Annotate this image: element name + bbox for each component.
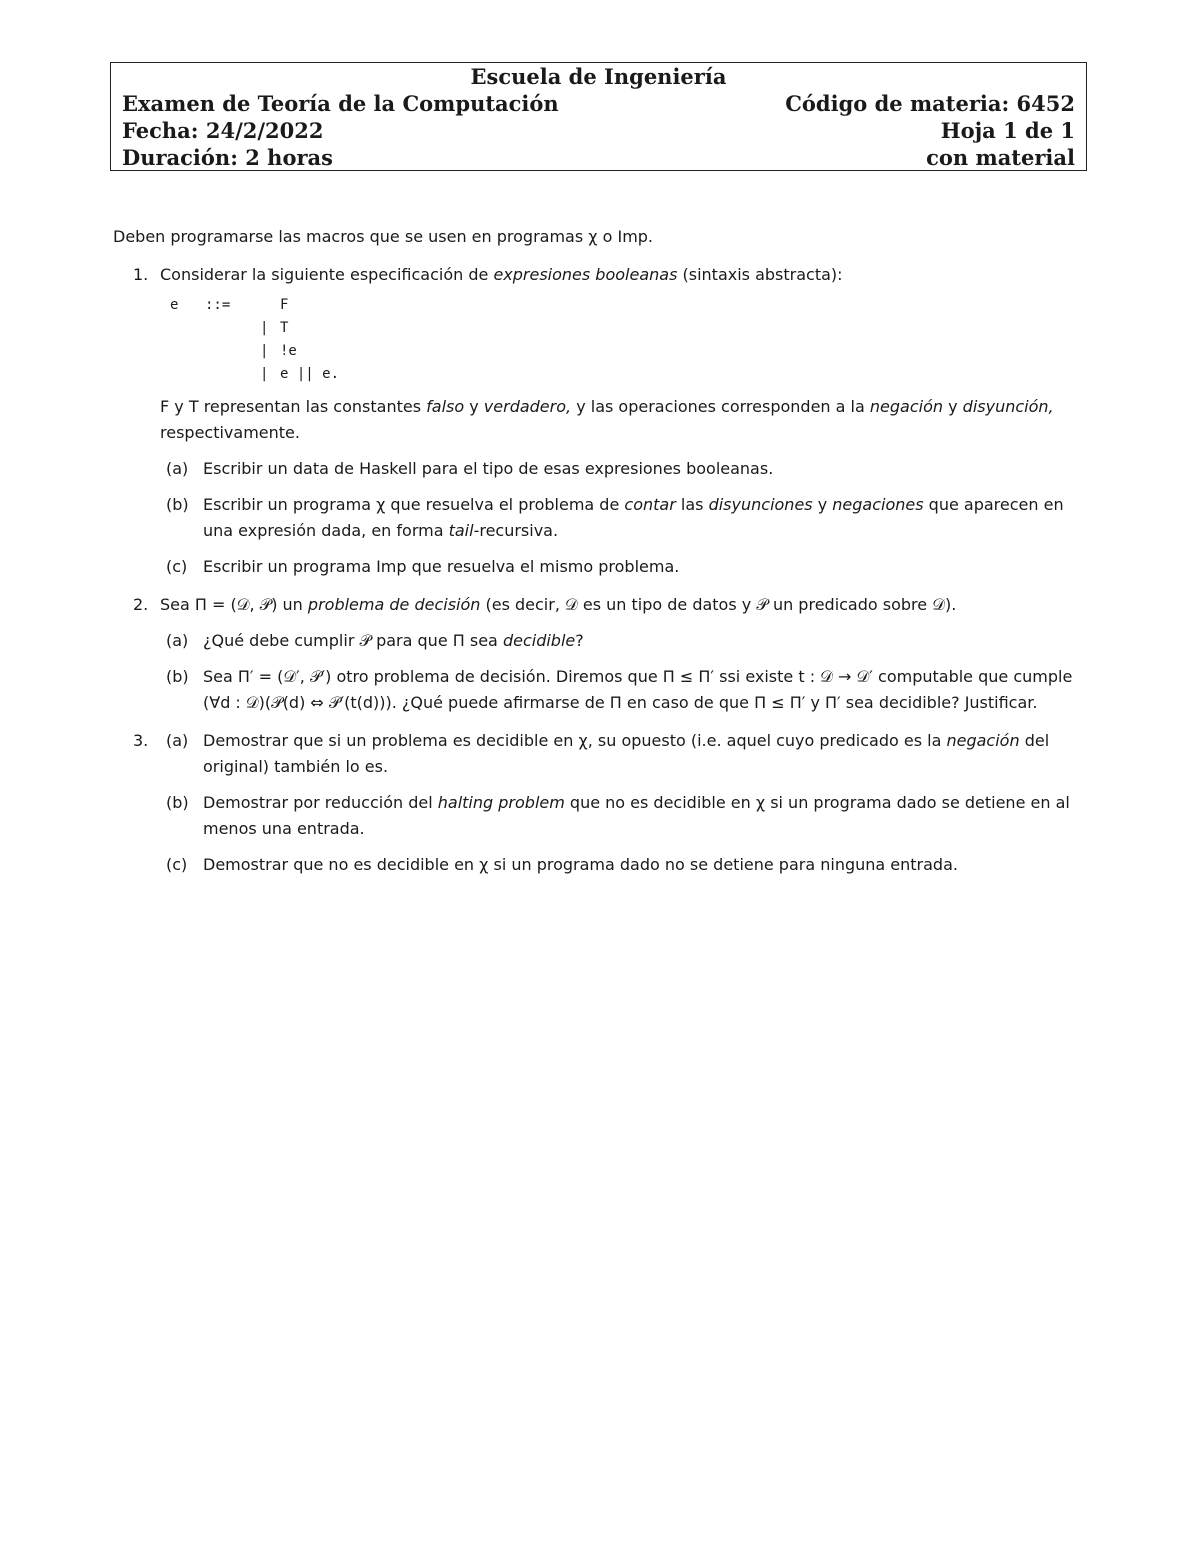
question-1b bbox=[160, 492, 1093, 544]
subquestion-tag: (b) bbox=[166, 793, 189, 812]
grammar-row bbox=[170, 340, 1093, 363]
grammar-spacer bbox=[170, 363, 205, 386]
subquestion-text: Escribir un programa χ que resuelva el problema de bbox=[203, 495, 620, 514]
subquestion-text: que aparecen en una expresión dada, en forma bbox=[203, 495, 1064, 540]
subquestion-emphasis: tail bbox=[448, 521, 474, 540]
question-2a bbox=[160, 628, 1093, 654]
subject-code: Código de materia: 6452 bbox=[785, 91, 1075, 116]
exam-body bbox=[113, 224, 1093, 890]
subquestion-tag: (a) bbox=[166, 459, 189, 478]
lead-text: Sea Π = (𝒟, 𝒫) un bbox=[160, 595, 303, 614]
lead-tail: (sintaxis abstracta): bbox=[682, 265, 843, 284]
sheet-count: Hoja 1 de 1 bbox=[940, 118, 1075, 143]
subquestion-text: y bbox=[817, 495, 828, 514]
subquestion-text: Demostrar que si un problema es decidible en χ, su opuesto (i.e. aquel cuyo predicado es la bbox=[203, 731, 942, 750]
subquestion-text: que no es decidible en χ si un programa dado se detiene en al menos una entrada. bbox=[203, 793, 1070, 838]
instructions: Deben programarse las macros que se usen en programas χ o Imp. bbox=[113, 227, 654, 246]
grammar-def: ::= bbox=[205, 297, 231, 313]
grammar-spacer bbox=[170, 340, 205, 363]
grammar-alt: F bbox=[280, 297, 289, 313]
subquestion-text: del original) también lo es. bbox=[203, 731, 1050, 776]
question-number: 3. bbox=[133, 731, 149, 750]
question-number: 2. bbox=[133, 595, 149, 614]
desc-text: y bbox=[948, 397, 958, 416]
subquestion-text: Demostrar que no es decidible en χ si un programa dado no se detiene para ninguna entrada. bbox=[203, 855, 958, 874]
desc-emphasis: verdadero, bbox=[483, 397, 572, 416]
question-number: 1. bbox=[133, 265, 149, 284]
subquestion-text: ¿Qué debe cumplir 𝒫 para que Π sea bbox=[203, 631, 498, 650]
subquestion-emphasis: negación bbox=[946, 731, 1020, 750]
desc-emphasis: negación bbox=[869, 397, 943, 416]
subquestion-tag: (c) bbox=[166, 855, 188, 874]
grammar-alt: e || e. bbox=[280, 366, 340, 382]
grammar-alt: !e bbox=[280, 343, 297, 359]
grammar-row bbox=[170, 363, 1093, 386]
question-1-description bbox=[160, 394, 1093, 446]
exam-header bbox=[110, 62, 1087, 171]
subquestion-emphasis: decidible bbox=[502, 631, 576, 650]
exam-date: Fecha: 24/2/2022 bbox=[122, 118, 324, 143]
header-row-3 bbox=[122, 144, 1075, 171]
header-row-1 bbox=[122, 90, 1075, 117]
subquestion-text: las bbox=[680, 495, 704, 514]
question-2-lead bbox=[160, 592, 1093, 618]
question-1c bbox=[160, 554, 1093, 580]
subquestion-text: Sea Π′ = (𝒟′, 𝒫′) otro problema de decisión. Diremos que Π ≤ Π′ ssi existe t : 𝒟 → 𝒟′ computable que cumple (∀d : 𝒟)(𝒫(d) ⇔ 𝒫′(t(d))). ¿Qué puede afirmarse de Π en caso de que Π ≤ Π′ y Π′ sea decidible? Justificar. bbox=[203, 667, 1073, 712]
lead-emphasis: expresiones booleanas bbox=[493, 265, 678, 284]
grammar-row bbox=[170, 317, 1093, 340]
grammar-bar: | bbox=[260, 366, 269, 382]
subquestion-emphasis: contar bbox=[624, 495, 676, 514]
header-row-2 bbox=[122, 117, 1075, 144]
question-1 bbox=[113, 262, 1093, 580]
question-3c bbox=[160, 852, 1093, 878]
grammar-spacer bbox=[205, 340, 260, 363]
lead-text: Considerar la siguiente especificación de bbox=[160, 265, 489, 284]
grammar-spacer bbox=[205, 363, 260, 386]
subquestion-text: Escribir un data de Haskell para el tipo de esas expresiones booleanas. bbox=[203, 459, 774, 478]
desc-text: respectivamente. bbox=[160, 423, 300, 442]
desc-emphasis: falso bbox=[426, 397, 465, 416]
subquestion-emphasis: halting problem bbox=[437, 793, 565, 812]
subquestion-text: Escribir un programa Imp que resuelva el mismo problema. bbox=[203, 557, 680, 576]
question-3 bbox=[113, 728, 1093, 878]
subquestion-tag: (b) bbox=[166, 495, 189, 514]
grammar-alt: T bbox=[280, 320, 289, 336]
lead-emphasis: problema de decisión bbox=[307, 595, 481, 614]
subquestion-tag: (a) bbox=[166, 631, 189, 650]
lead-text: (es decir, 𝒟 es un tipo de datos y 𝒫 un predicado sobre 𝒟). bbox=[485, 595, 957, 614]
subquestion-tag: (a) bbox=[166, 731, 189, 750]
school-name: Escuela de Ingeniería bbox=[470, 64, 727, 89]
grammar-spacer bbox=[205, 317, 260, 340]
desc-text: y bbox=[469, 397, 479, 416]
subquestion-emphasis: negaciones bbox=[832, 495, 924, 514]
grammar-row bbox=[170, 294, 1093, 317]
question-3b bbox=[160, 790, 1093, 842]
grammar-bar: | bbox=[260, 343, 269, 359]
subquestion-emphasis: disyunciones bbox=[708, 495, 813, 514]
desc-emphasis: disyunción, bbox=[962, 397, 1054, 416]
subquestion-text: Demostrar por reducción del bbox=[203, 793, 433, 812]
subquestion-tag: (c) bbox=[166, 557, 188, 576]
subquestion-text: ? bbox=[575, 631, 584, 650]
subquestion-text: -recursiva. bbox=[473, 521, 559, 540]
exam-duration: Duración: 2 horas bbox=[122, 145, 333, 170]
grammar-spacer bbox=[170, 317, 205, 340]
exam-title: Examen de Teoría de la Computación bbox=[122, 91, 559, 116]
subquestion-tag: (b) bbox=[166, 667, 189, 686]
question-2 bbox=[113, 592, 1093, 716]
question-1a bbox=[160, 456, 1093, 482]
grammar-bar: | bbox=[260, 320, 269, 336]
desc-text: F y T representan las constantes bbox=[160, 397, 422, 416]
grammar-spacer bbox=[260, 294, 280, 317]
grammar-lhs: e bbox=[170, 297, 179, 313]
grammar-spec bbox=[170, 294, 1093, 386]
material-note: con material bbox=[926, 145, 1075, 170]
question-2b bbox=[160, 664, 1093, 716]
desc-text: y las operaciones corresponden a la bbox=[576, 397, 865, 416]
question-3a bbox=[160, 728, 1093, 780]
question-1-lead bbox=[160, 262, 1093, 288]
